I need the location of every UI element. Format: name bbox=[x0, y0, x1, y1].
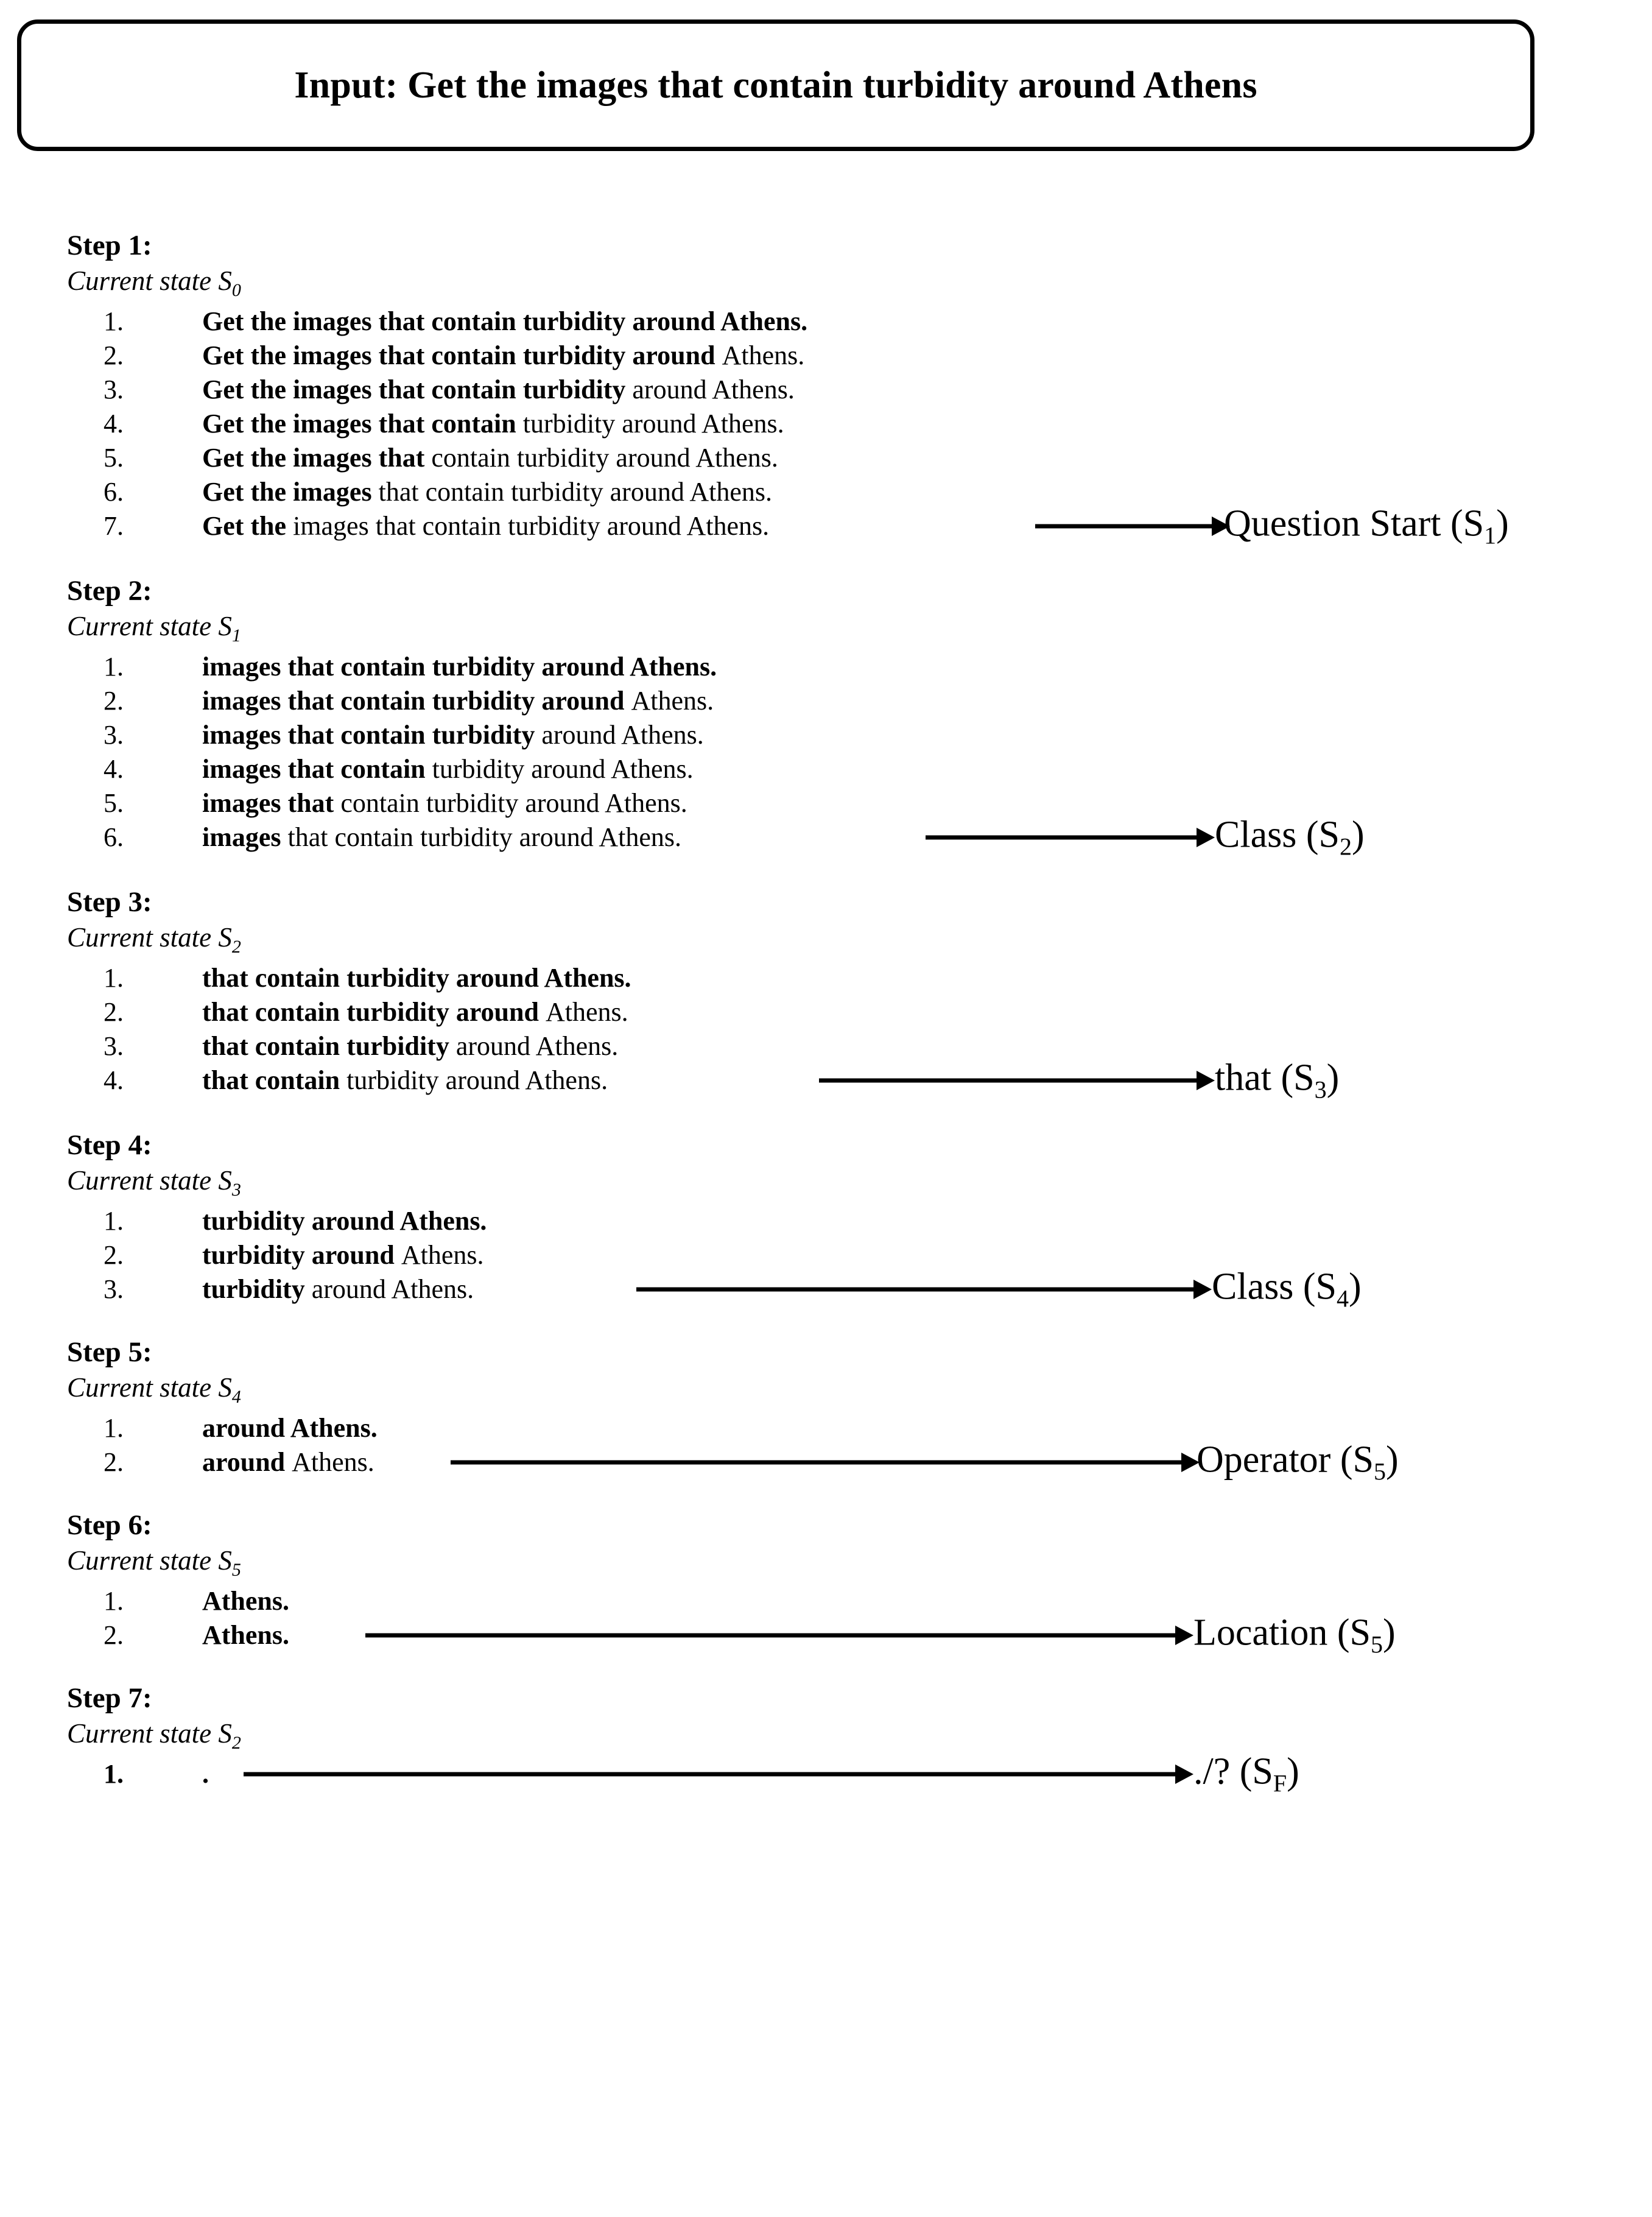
list-item-bold-prefix: that contain turbidity around bbox=[202, 997, 546, 1027]
arrow-head-icon bbox=[1193, 1280, 1212, 1299]
list-item-plain-suffix: around Athens. bbox=[541, 720, 704, 750]
current-state-label bbox=[67, 267, 1652, 300]
list-item-plain-suffix: turbidity around Athens. bbox=[346, 1065, 608, 1095]
step-item-list bbox=[0, 1584, 1652, 1658]
list-item-text bbox=[202, 650, 717, 684]
list-item-bold-prefix: Get the images that contain bbox=[202, 409, 523, 439]
arrow-line bbox=[365, 1634, 1175, 1638]
list-item bbox=[0, 1612, 1652, 1658]
list-item bbox=[0, 814, 1652, 861]
step-item-list bbox=[0, 650, 1652, 861]
list-item-bold-prefix: around bbox=[202, 1447, 292, 1477]
state-label-text: that (S bbox=[1215, 1057, 1315, 1099]
list-item-plain-suffix: around Athens. bbox=[455, 1031, 619, 1061]
current-state-text: Current state S bbox=[67, 611, 232, 641]
list-item-number: 5. bbox=[104, 788, 124, 818]
list-item bbox=[0, 1204, 1652, 1238]
list-item-bold-prefix: images that contain bbox=[202, 754, 432, 784]
state-label-text: Location (S bbox=[1193, 1612, 1371, 1654]
current-state-subscript: 3 bbox=[231, 1180, 241, 1200]
current-state-subscript: 2 bbox=[231, 1733, 241, 1753]
list-item-bold-prefix: images bbox=[202, 822, 288, 852]
list-item bbox=[0, 718, 1652, 752]
step-heading: Step 2: bbox=[67, 575, 152, 607]
list-item-plain-suffix: contain turbidity around Athens. bbox=[340, 788, 687, 818]
list-item-bold-prefix: Get the images bbox=[202, 477, 379, 507]
step-block bbox=[0, 230, 1652, 549]
state-label-subscript: 4 bbox=[1336, 1285, 1349, 1313]
list-item-plain-suffix: contain turbidity around Athens. bbox=[431, 443, 778, 473]
list-item-number: 3. bbox=[104, 375, 124, 404]
list-item bbox=[0, 407, 1652, 441]
input-title-box bbox=[17, 19, 1534, 151]
list-item-number: 3. bbox=[104, 1274, 124, 1304]
state-transition-label bbox=[1215, 816, 1365, 859]
list-item-number: 7. bbox=[104, 511, 124, 541]
list-item bbox=[0, 1439, 1652, 1486]
step-item-list bbox=[0, 1750, 1652, 1797]
transition-arrow bbox=[819, 1063, 1221, 1098]
current-state-label bbox=[67, 1167, 1652, 1199]
list-item-text bbox=[202, 1063, 608, 1098]
transition-arrow bbox=[636, 1272, 1218, 1306]
arrow-line bbox=[926, 836, 1197, 840]
list-item-number: 2. bbox=[104, 1240, 124, 1270]
list-item bbox=[0, 752, 1652, 786]
list-item bbox=[0, 339, 1652, 373]
list-item bbox=[0, 684, 1652, 718]
list-item-bold-prefix: Athens. bbox=[202, 1586, 290, 1616]
current-state-subscript: 4 bbox=[231, 1387, 241, 1407]
step-item-list bbox=[0, 1204, 1652, 1313]
list-item-plain-suffix: Athens. bbox=[545, 997, 628, 1027]
current-state-label bbox=[67, 924, 1652, 956]
current-state-label bbox=[67, 1374, 1652, 1406]
list-item bbox=[0, 1584, 1652, 1618]
list-item-number: 4. bbox=[104, 754, 124, 784]
list-item-text bbox=[202, 684, 714, 718]
page-title: Input: Get the images that contain turbidity around Athens bbox=[294, 64, 1257, 106]
list-item-plain-suffix: around Athens. bbox=[311, 1274, 474, 1304]
list-item-text bbox=[202, 1029, 618, 1063]
step-heading: Step 6: bbox=[67, 1509, 152, 1541]
list-item-plain-suffix: turbidity around Athens. bbox=[522, 409, 784, 439]
list-item-text bbox=[202, 1757, 209, 1791]
list-item-number: 2. bbox=[104, 997, 124, 1027]
list-item-text bbox=[202, 1584, 289, 1618]
list-item-bold-prefix: Get the images that bbox=[202, 443, 432, 473]
list-item-bold-prefix: that contain bbox=[202, 1065, 347, 1095]
list-item-number: 1. bbox=[104, 1206, 124, 1236]
list-item-number: 1. bbox=[104, 652, 124, 682]
list-item-number: 1. bbox=[104, 1586, 124, 1616]
current-state-subscript: 1 bbox=[231, 626, 241, 646]
list-item-bold-prefix: turbidity around bbox=[202, 1240, 401, 1270]
current-state-text: Current state S bbox=[67, 1718, 232, 1749]
state-label-close-paren: ) bbox=[1496, 502, 1509, 545]
list-item-bold-prefix: images that contain turbidity bbox=[202, 720, 542, 750]
list-item-number: 4. bbox=[104, 409, 124, 439]
list-item-number: 1. bbox=[104, 963, 124, 993]
step-item-list bbox=[0, 1411, 1652, 1486]
state-label-close-paren: ) bbox=[1287, 1750, 1299, 1792]
list-item-plain-suffix: images that contain turbidity around Athens. bbox=[293, 511, 770, 541]
list-item-text bbox=[202, 752, 694, 786]
list-item-plain-suffix: Athens. bbox=[401, 1240, 484, 1270]
list-item-number: 1. bbox=[104, 306, 124, 336]
list-item bbox=[0, 1057, 1652, 1104]
state-label-close-paren: ) bbox=[1348, 1266, 1362, 1308]
arrow-line bbox=[636, 1288, 1193, 1292]
arrow-head-icon bbox=[1197, 828, 1215, 847]
list-item-text bbox=[202, 1238, 484, 1272]
list-item-plain-suffix: Athens. bbox=[722, 340, 805, 370]
list-item-number: 2. bbox=[104, 340, 124, 370]
step-block bbox=[0, 1682, 1652, 1797]
list-item-bold-prefix: turbidity bbox=[202, 1274, 312, 1304]
list-item-text bbox=[202, 475, 772, 509]
state-transition-label bbox=[1193, 1752, 1299, 1796]
arrow-head-icon bbox=[1175, 1626, 1193, 1645]
list-item-plain-suffix: Athens. bbox=[292, 1447, 374, 1477]
state-label-text: Class (S bbox=[1215, 814, 1340, 856]
list-item-bold-prefix: that contain turbidity around Athens. bbox=[202, 963, 631, 993]
arrow-line bbox=[451, 1461, 1181, 1465]
list-item bbox=[0, 650, 1652, 684]
arrow-line bbox=[244, 1772, 1175, 1777]
list-item-number: 2. bbox=[104, 686, 124, 716]
step-block bbox=[0, 1509, 1652, 1658]
state-label-subscript: 2 bbox=[1339, 833, 1352, 861]
step-block bbox=[0, 886, 1652, 1104]
current-state-text: Current state S bbox=[67, 1545, 232, 1576]
step-item-list bbox=[0, 961, 1652, 1104]
transition-arrow bbox=[244, 1757, 1200, 1791]
list-item bbox=[0, 995, 1652, 1029]
list-item-text bbox=[202, 1272, 474, 1306]
current-state-subscript: 2 bbox=[231, 937, 241, 957]
state-label-close-paren: ) bbox=[1326, 1057, 1340, 1099]
list-item-bold-prefix: Get the images that contain turbidity around bbox=[202, 340, 722, 370]
step-block bbox=[0, 575, 1652, 861]
list-item bbox=[0, 1238, 1652, 1272]
list-item bbox=[0, 961, 1652, 995]
arrow-head-icon bbox=[1175, 1764, 1193, 1784]
step-heading: Step 7: bbox=[67, 1682, 152, 1714]
list-item-text bbox=[202, 441, 778, 475]
state-label-close-paren: ) bbox=[1385, 1439, 1399, 1481]
list-item-bold-prefix: images that contain turbidity around Athens. bbox=[202, 652, 717, 682]
list-item-plain-suffix: Athens. bbox=[631, 686, 714, 716]
arrow-line bbox=[819, 1079, 1197, 1083]
list-item-text bbox=[202, 1204, 487, 1238]
list-item-number: 2. bbox=[104, 1620, 124, 1650]
list-item-text bbox=[202, 407, 784, 441]
list-item-text bbox=[202, 786, 687, 820]
step-heading: Step 4: bbox=[67, 1129, 152, 1161]
list-item bbox=[0, 373, 1652, 407]
current-state-subscript: 0 bbox=[231, 280, 241, 300]
list-item bbox=[0, 1029, 1652, 1063]
current-state-label bbox=[67, 1547, 1652, 1579]
list-item-number: 6. bbox=[104, 822, 124, 852]
state-label-subscript: F bbox=[1273, 1769, 1287, 1797]
state-transition-label bbox=[1212, 1267, 1362, 1311]
transition-arrow bbox=[1035, 509, 1236, 543]
state-label-subscript: 3 bbox=[1314, 1076, 1327, 1104]
transition-arrow bbox=[926, 820, 1221, 855]
state-label-subscript: 1 bbox=[1484, 521, 1497, 549]
list-item-text bbox=[202, 961, 631, 995]
list-item-plain-suffix: around Athens. bbox=[632, 375, 795, 404]
transition-arrow bbox=[365, 1618, 1200, 1652]
list-item bbox=[0, 786, 1652, 820]
list-item-number: 3. bbox=[104, 720, 124, 750]
list-item-bold-prefix: Get the images that contain turbidity bbox=[202, 375, 633, 404]
state-transition-label bbox=[1193, 1613, 1396, 1657]
step-heading: Step 1: bbox=[67, 230, 152, 261]
list-item-text bbox=[202, 1445, 374, 1479]
list-item-plain-suffix: that contain turbidity around Athens. bbox=[378, 477, 773, 507]
list-item-number: 2. bbox=[104, 1447, 124, 1477]
list-item-number: 1. bbox=[104, 1759, 124, 1789]
list-item-text bbox=[202, 339, 804, 373]
list-item bbox=[0, 502, 1652, 549]
state-label-subscript: 5 bbox=[1371, 1630, 1383, 1658]
state-label-close-paren: ) bbox=[1351, 814, 1365, 856]
list-item-text bbox=[202, 995, 628, 1029]
list-item-text bbox=[202, 305, 807, 339]
state-label-text: Question Start (S bbox=[1224, 502, 1485, 545]
list-item-bold-prefix: Get the bbox=[202, 511, 293, 541]
state-transition-label bbox=[1215, 1059, 1339, 1102]
list-item-bold-prefix: Get the images that contain turbidity around Athens. bbox=[202, 306, 808, 336]
list-item bbox=[0, 1411, 1652, 1445]
transition-arrow bbox=[451, 1445, 1206, 1479]
state-label-close-paren: ) bbox=[1383, 1612, 1396, 1654]
list-item-text bbox=[202, 1618, 289, 1652]
list-item-text bbox=[202, 820, 681, 855]
state-transition-label bbox=[1224, 504, 1509, 548]
list-item-number: 1. bbox=[104, 1413, 124, 1443]
list-item-bold-prefix: turbidity around Athens. bbox=[202, 1206, 487, 1236]
list-item bbox=[0, 1750, 1652, 1797]
list-item-number: 5. bbox=[104, 443, 124, 473]
arrow-head-icon bbox=[1197, 1071, 1215, 1090]
current-state-label bbox=[67, 613, 1652, 645]
list-item-number: 3. bbox=[104, 1031, 124, 1061]
state-label-text: ./? (S bbox=[1193, 1750, 1273, 1792]
arrow-line bbox=[1035, 524, 1212, 529]
step-heading: Step 3: bbox=[67, 886, 152, 918]
step-item-list bbox=[0, 305, 1652, 549]
list-item-bold-prefix: around Athens. bbox=[202, 1413, 378, 1443]
list-item bbox=[0, 305, 1652, 339]
list-item-bold-prefix: Athens. bbox=[202, 1620, 290, 1650]
list-item-bold-prefix: images that bbox=[202, 788, 341, 818]
list-item-text bbox=[202, 509, 769, 543]
current-state-label bbox=[67, 1720, 1652, 1752]
list-item-text bbox=[202, 1411, 378, 1445]
step-block bbox=[0, 1129, 1652, 1313]
current-state-subscript: 5 bbox=[231, 1560, 241, 1580]
state-label-text: Operator (S bbox=[1197, 1439, 1374, 1481]
current-state-text: Current state S bbox=[67, 1372, 232, 1403]
list-item bbox=[0, 1266, 1652, 1313]
list-item-text bbox=[202, 718, 704, 752]
steps-container bbox=[0, 230, 1652, 1797]
current-state-text: Current state S bbox=[67, 922, 232, 953]
current-state-text: Current state S bbox=[67, 1165, 232, 1196]
list-item bbox=[0, 441, 1652, 475]
list-item-bold-prefix: images that contain turbidity around bbox=[202, 686, 631, 716]
list-item-bold-prefix: that contain turbidity bbox=[202, 1031, 456, 1061]
list-item-number: 6. bbox=[104, 477, 124, 507]
list-item-number: 4. bbox=[104, 1065, 124, 1095]
current-state-text: Current state S bbox=[67, 266, 232, 296]
list-item-text bbox=[202, 373, 795, 407]
step-heading: Step 5: bbox=[67, 1336, 152, 1368]
state-transition-label bbox=[1197, 1440, 1399, 1484]
step-block bbox=[0, 1336, 1652, 1486]
state-label-subscript: 5 bbox=[1373, 1457, 1386, 1486]
list-item-plain-suffix: turbidity around Athens. bbox=[432, 754, 694, 784]
list-item-plain-suffix: that contain turbidity around Athens. bbox=[287, 822, 681, 852]
list-item-bold-prefix: . bbox=[202, 1759, 209, 1789]
state-label-text: Class (S bbox=[1212, 1266, 1337, 1308]
